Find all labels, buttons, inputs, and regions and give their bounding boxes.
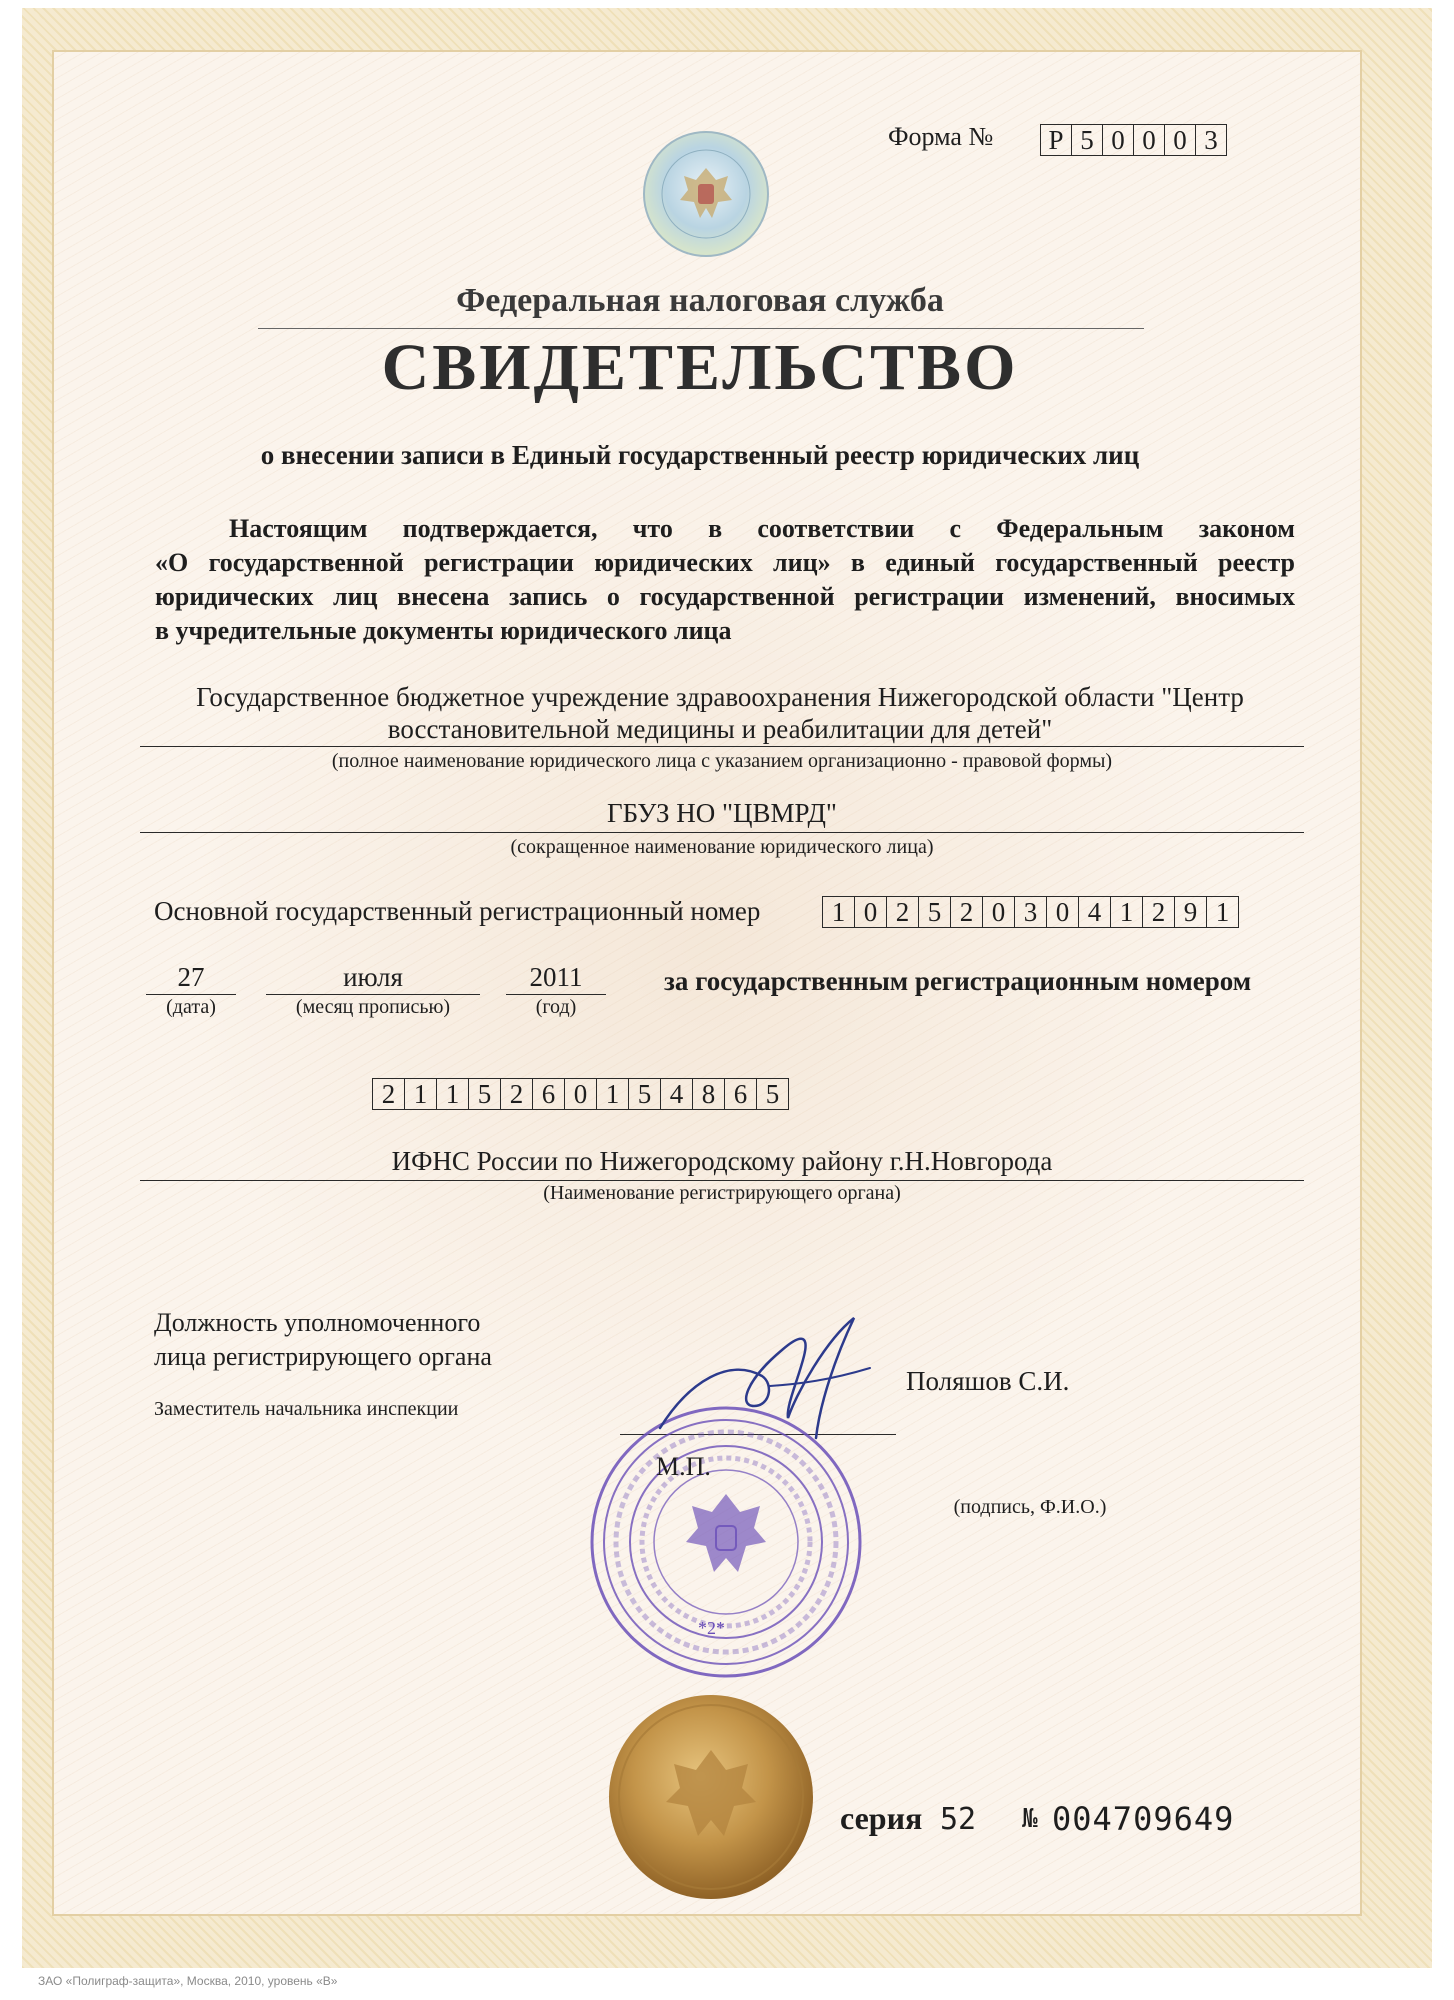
grn-digits (372, 1078, 789, 1110)
ogrn-digit: 9 (1175, 896, 1207, 928)
year-caption: (год) (535, 996, 577, 1018)
date-day: 27 (177, 962, 205, 992)
grn-digit: 4 (661, 1078, 693, 1110)
form-code-cell: Р (1040, 124, 1072, 156)
grn-digit: 6 (533, 1078, 565, 1110)
form-label: Форма № (888, 122, 994, 151)
day-caption: (дата) (166, 996, 216, 1018)
day-underline (146, 994, 236, 995)
signature-caption: (подпись, Ф.И.О.) (953, 1496, 1107, 1518)
year-underline (506, 994, 606, 995)
ogrn-digit: 1 (1207, 896, 1239, 928)
form-code-cell: 0 (1165, 124, 1196, 156)
body-line: «О государственной регистрации юридических лиц» в единый государственный реестр (155, 548, 1295, 577)
printer-note: ЗАО «Полиграф-защита», Москва, 2010, уровень «В» (38, 1974, 338, 1988)
series-value: 52 (940, 1802, 977, 1837)
grn-digit: 1 (597, 1078, 629, 1110)
signatory-name: Поляшов С.И. (906, 1366, 1070, 1396)
grn-digit: 2 (372, 1078, 405, 1110)
signatory-position: Заместитель начальника инспекции (154, 1398, 459, 1420)
authority-name: ИФНС России по Нижегородскому району г.Н.Новгорода (391, 1146, 1053, 1176)
seal-mark: М.П. (656, 1452, 711, 1481)
position-label (154, 1306, 492, 1374)
position-label-line: лица регистрирующего органа (154, 1342, 492, 1371)
grn-digit: 5 (469, 1078, 501, 1110)
form-code-cell: 0 (1103, 124, 1134, 156)
body-paragraph (155, 512, 1295, 648)
ogrn-digit: 2 (951, 896, 983, 928)
ogrn-label: Основной государственный регистрационный номер (154, 896, 761, 926)
form-code (1040, 124, 1227, 156)
hologram-emblem-icon (640, 128, 772, 260)
ogrn-digit: 4 (1079, 896, 1111, 928)
form-code-cell: 5 (1072, 124, 1103, 156)
ogrn-digit: 3 (1015, 896, 1047, 928)
full-name-underline (140, 746, 1304, 747)
month-underline (266, 994, 480, 995)
grn-digit: 0 (565, 1078, 597, 1110)
short-name-underline (140, 832, 1304, 833)
position-label-line: Должность уполномоченного (154, 1308, 481, 1337)
series-label: серия (840, 1800, 923, 1836)
document-title: СВИДЕТЕЛЬСТВО (381, 331, 1019, 404)
grn-digit: 8 (693, 1078, 725, 1110)
grn-digit: 1 (405, 1078, 437, 1110)
body-line: юридических лиц внесена запись о государственной регистрации изменений, вносимых (155, 582, 1295, 611)
date-suffix: за государственным регистрационным номером (664, 966, 1252, 996)
grn-digit: 6 (725, 1078, 757, 1110)
number-prefix: № (1022, 1804, 1038, 1834)
agency-name: Федеральная налоговая служба (456, 282, 944, 319)
ogrn-digit: 2 (887, 896, 919, 928)
form-code-cell: 0 (1134, 124, 1165, 156)
entity-short-name: ГБУЗ НО "ЦВМРД" (607, 798, 837, 828)
authority-caption: (Наименование регистрирующего органа) (543, 1182, 901, 1204)
month-caption: (месяц прописью) (295, 996, 451, 1018)
authority-underline (140, 1180, 1304, 1181)
ogrn-digit: 1 (1111, 896, 1143, 928)
ogrn-digit: 1 (822, 896, 855, 928)
signature-mark (650, 1310, 900, 1460)
ogrn-digit: 2 (1143, 896, 1175, 928)
gold-seal-icon (604, 1690, 818, 1904)
grn-digit: 5 (757, 1078, 789, 1110)
serial-number: 004709649 (1052, 1800, 1235, 1838)
body-line: в учредительные документы юридического лица (155, 616, 732, 645)
date-year: 2011 (529, 962, 583, 992)
entity-full-name-line2: восстановительной медицины и реабилитации для детей" (387, 714, 1053, 744)
grn-digit: 5 (629, 1078, 661, 1110)
form-code-cell: 3 (1196, 124, 1227, 156)
full-name-caption: (полное наименование юридического лица с указанием организационно - правовой формы) (331, 750, 1113, 772)
ogrn-digit: 0 (855, 896, 887, 928)
stamp-star-text: *2* (698, 1618, 725, 1638)
ogrn-digits (822, 896, 1239, 928)
grn-digit: 1 (437, 1078, 469, 1110)
entity-full-name-line1: Государственное бюджетное учреждение здравоохранения Нижегородской области "Центр (196, 682, 1244, 712)
grn-digit: 2 (501, 1078, 533, 1110)
ogrn-digit: 0 (1047, 896, 1079, 928)
document-subtitle: о внесении записи в Единый государственный реестр юридических лиц (260, 440, 1140, 470)
header-divider (258, 328, 1144, 329)
body-line: Настоящим подтверждается, что в соответствии с Федеральным законом (229, 514, 1295, 543)
date-month: июля (343, 962, 403, 992)
ogrn-digit: 0 (983, 896, 1015, 928)
short-name-caption: (сокращенное наименование юридического лица) (510, 836, 934, 858)
ogrn-digit: 5 (919, 896, 951, 928)
